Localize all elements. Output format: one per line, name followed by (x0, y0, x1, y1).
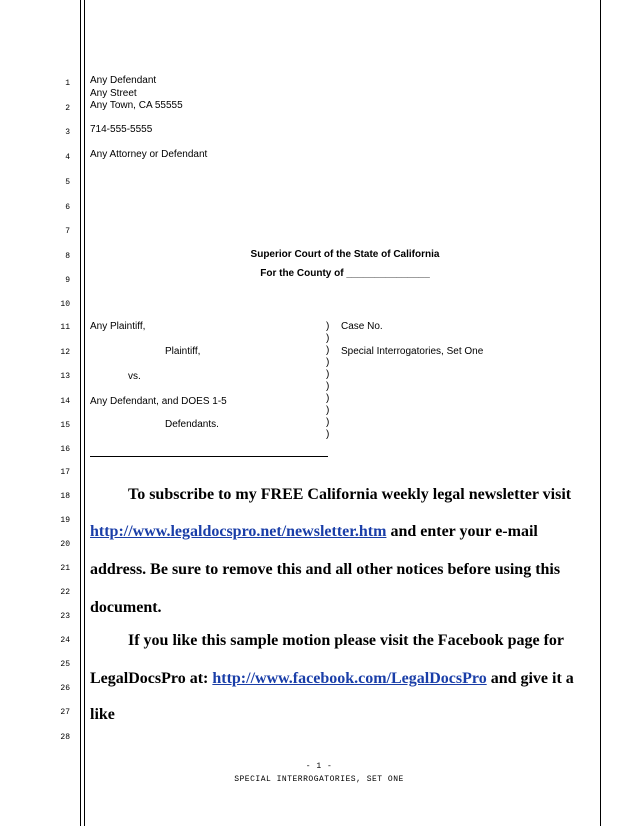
notice-line-5: If you like this sample motion please visit the Facebook page for (128, 632, 564, 649)
caption-paren: ) (326, 429, 330, 440)
line-number: 28 (60, 733, 70, 742)
caption-underline (90, 456, 328, 457)
court-county: For the County of _______________ (260, 268, 430, 279)
notice-line-7: like (90, 706, 115, 723)
notice-line-6 (90, 670, 574, 688)
line-number: 14 (60, 397, 70, 406)
attorney-line: Any Attorney or Defendant (90, 149, 208, 160)
line-number: 3 (65, 128, 70, 137)
notice-line-6-rest: and give it a (486, 670, 574, 687)
line-number: 12 (60, 348, 70, 357)
party-phone: 714-555-5555 (90, 124, 153, 135)
line-number: 11 (60, 323, 70, 332)
caption-paren: ) (326, 369, 330, 380)
line-number: 16 (60, 445, 70, 454)
left-margin-line (80, 0, 81, 826)
caption-paren: ) (326, 393, 330, 404)
line-number: 24 (60, 636, 70, 645)
newsletter-link[interactable]: http://www.legaldocspro.net/newsletter.htm (90, 523, 387, 540)
line-number: 7 (65, 227, 70, 236)
page-number: - 1 - (305, 762, 333, 771)
notice-line-4: document. (90, 599, 162, 616)
left-margin-inner-line (84, 0, 85, 826)
line-number: 25 (60, 660, 70, 669)
line-number: 15 (60, 421, 70, 430)
line-number: 20 (60, 540, 70, 549)
line-number: 5 (65, 178, 70, 187)
plaintiff-role: Plaintiff, (165, 346, 201, 357)
caption-paren: ) (326, 333, 330, 344)
line-number: 27 (60, 708, 70, 717)
caption-paren: ) (326, 417, 330, 428)
defendant-role: Defendants. (165, 419, 219, 430)
line-number: 4 (65, 153, 70, 162)
line-number: 10 (60, 300, 70, 309)
notice-line-1: To subscribe to my FREE California weekly legal newsletter visit (128, 486, 572, 503)
notice-line-3: address. Be sure to remove this and all other notices before using this (90, 561, 561, 578)
court-name: Superior Court of the State of California (250, 249, 440, 260)
notice-line-2-rest: and enter your e-mail (386, 523, 538, 540)
line-number: 8 (65, 252, 70, 261)
party-name: Any Defendant (90, 75, 157, 86)
party-city: Any Town, CA 55555 (90, 100, 183, 111)
versus: vs. (128, 371, 141, 382)
line-number: 2 (65, 104, 70, 113)
line-number: 18 (60, 492, 70, 501)
defendant-name: Any Defendant, and DOES 1-5 (90, 396, 227, 407)
line-number: 17 (60, 468, 70, 477)
document-title: Special Interrogatories, Set One (341, 346, 484, 357)
caption-paren: ) (326, 357, 330, 368)
party-street: Any Street (90, 88, 137, 99)
notice-line-2 (90, 523, 538, 541)
caption-paren: ) (326, 405, 330, 416)
footer-title: SPECIAL INTERROGATORIES, SET ONE (234, 775, 404, 784)
line-number: 9 (65, 276, 70, 285)
line-number: 1 (65, 79, 70, 88)
line-number: 22 (60, 588, 70, 597)
facebook-link[interactable]: http://www.facebook.com/LegalDocsPro (212, 670, 487, 687)
line-number: 23 (60, 612, 70, 621)
caption-paren: ) (326, 321, 330, 332)
plaintiff-name: Any Plaintiff, (90, 321, 146, 332)
notice-line-6-start: LegalDocsPro at: (90, 670, 213, 687)
line-number: 13 (60, 372, 70, 381)
right-margin-line (600, 0, 601, 826)
case-number-label: Case No. (341, 321, 383, 332)
line-number: 19 (60, 516, 70, 525)
line-number: 6 (65, 203, 70, 212)
line-number: 26 (60, 684, 70, 693)
caption-paren: ) (326, 381, 330, 392)
line-number: 21 (60, 564, 70, 573)
caption-paren: ) (326, 345, 330, 356)
